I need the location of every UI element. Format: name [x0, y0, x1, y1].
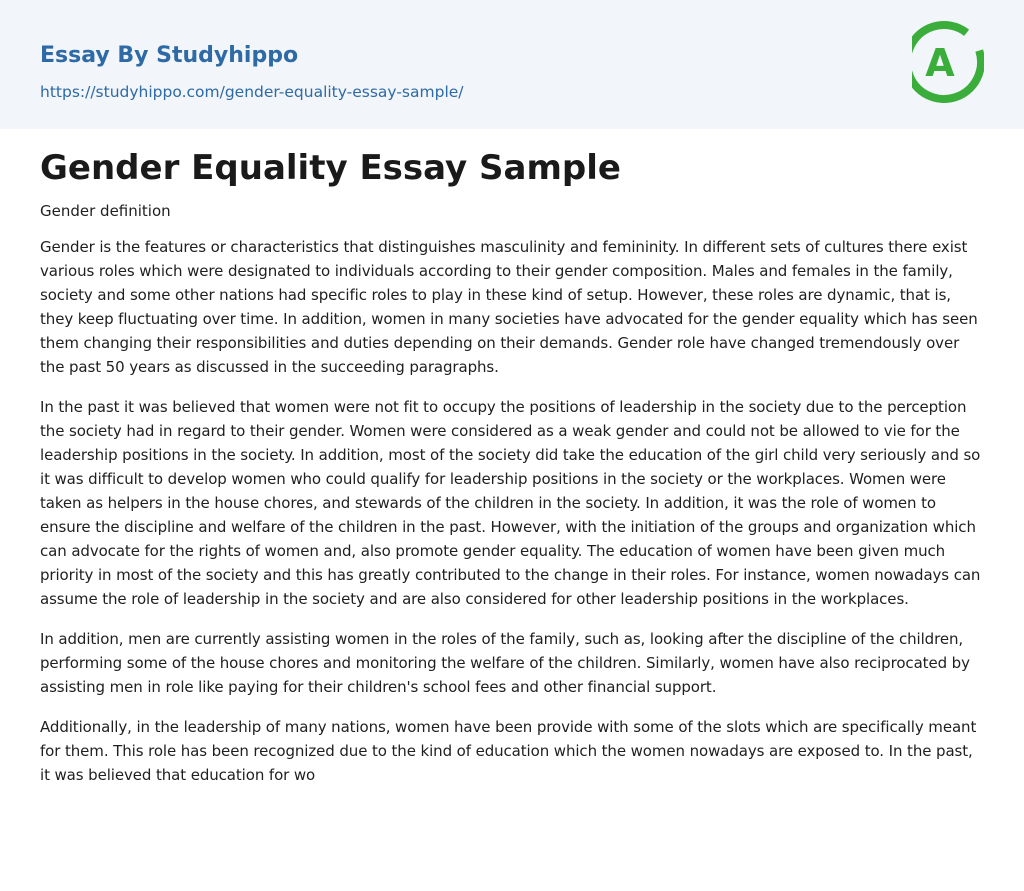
- article-body: [40, 199, 984, 803]
- paragraph-2: In the past it was believed that women were not fit to occupy the positions of leadership in the society due to the perception the society had in regard to their gender. Women were considered as a weak gender and could not be allowed to vie for the leadership positions in the society. In addition, most of the society did take the education of the girl child very seriously and so it was difficult to develop women who could qualify for leadership positions in the society or the workplaces. Women were taken as helpers in the house chores, and stewards of the children in the society. In addition, it was the role of women to ensure the discipline and welfare of the children in the past. However, with the initiation of the groups and organization which can advocate for the rights of women and, also promote gender equality. The education of women have been given much priority in most of the society and this has greatly contributed to the change in their roles. For instance, women nowadays can assume the role of leadership in the society and are also considered for other leadership positions in the workplaces.: [40, 398, 981, 608]
- paragraph-4: Additionally, in the leadership of many nations, women have been provide with some of the slots which are specifically meant for them. This role has been recognized due to the kind of education which the women nowadays are exposed to. In the past, it was believed that education for wo: [40, 718, 977, 784]
- logo-letter: A: [925, 41, 955, 85]
- article-url-link[interactable]: https://studyhippo.com/gender-equality-essay-sample/: [40, 83, 464, 101]
- site-header: [0, 0, 1024, 129]
- article-title: Gender Equality Essay Sample: [40, 148, 621, 188]
- paragraph-3: In addition, men are currently assisting women in the roles of the family, such as, looking after the discipline of the children, performing some of the house chores and monitoring the welfare of the children. Similarly, women have also reciprocated by assisting men in role like paying for their children's school fees and other financial support.: [40, 630, 970, 696]
- article-subtitle: Gender definition: [40, 202, 171, 220]
- paragraph-1: Gender is the features or characteristics that distinguishes masculinity and femininity. In different sets of cultures there exist various roles which were designated to individuals according to their gender composition. Males and females in the family, society and some other nations had specific roles to play in these kind of setup. However, these roles are dynamic, that is, they keep fluctuating over time. In addition, women in many societies have advocated for the gender equality which has seen them changing their responsibilities and duties depending on their demands. Gender role have changed tremendously over the past 50 years as discussed in the succeeding paragraphs.: [40, 238, 978, 376]
- site-brand[interactable]: Essay By Studyhippo: [40, 43, 299, 68]
- studyhippo-logo-icon[interactable]: [912, 20, 984, 104]
